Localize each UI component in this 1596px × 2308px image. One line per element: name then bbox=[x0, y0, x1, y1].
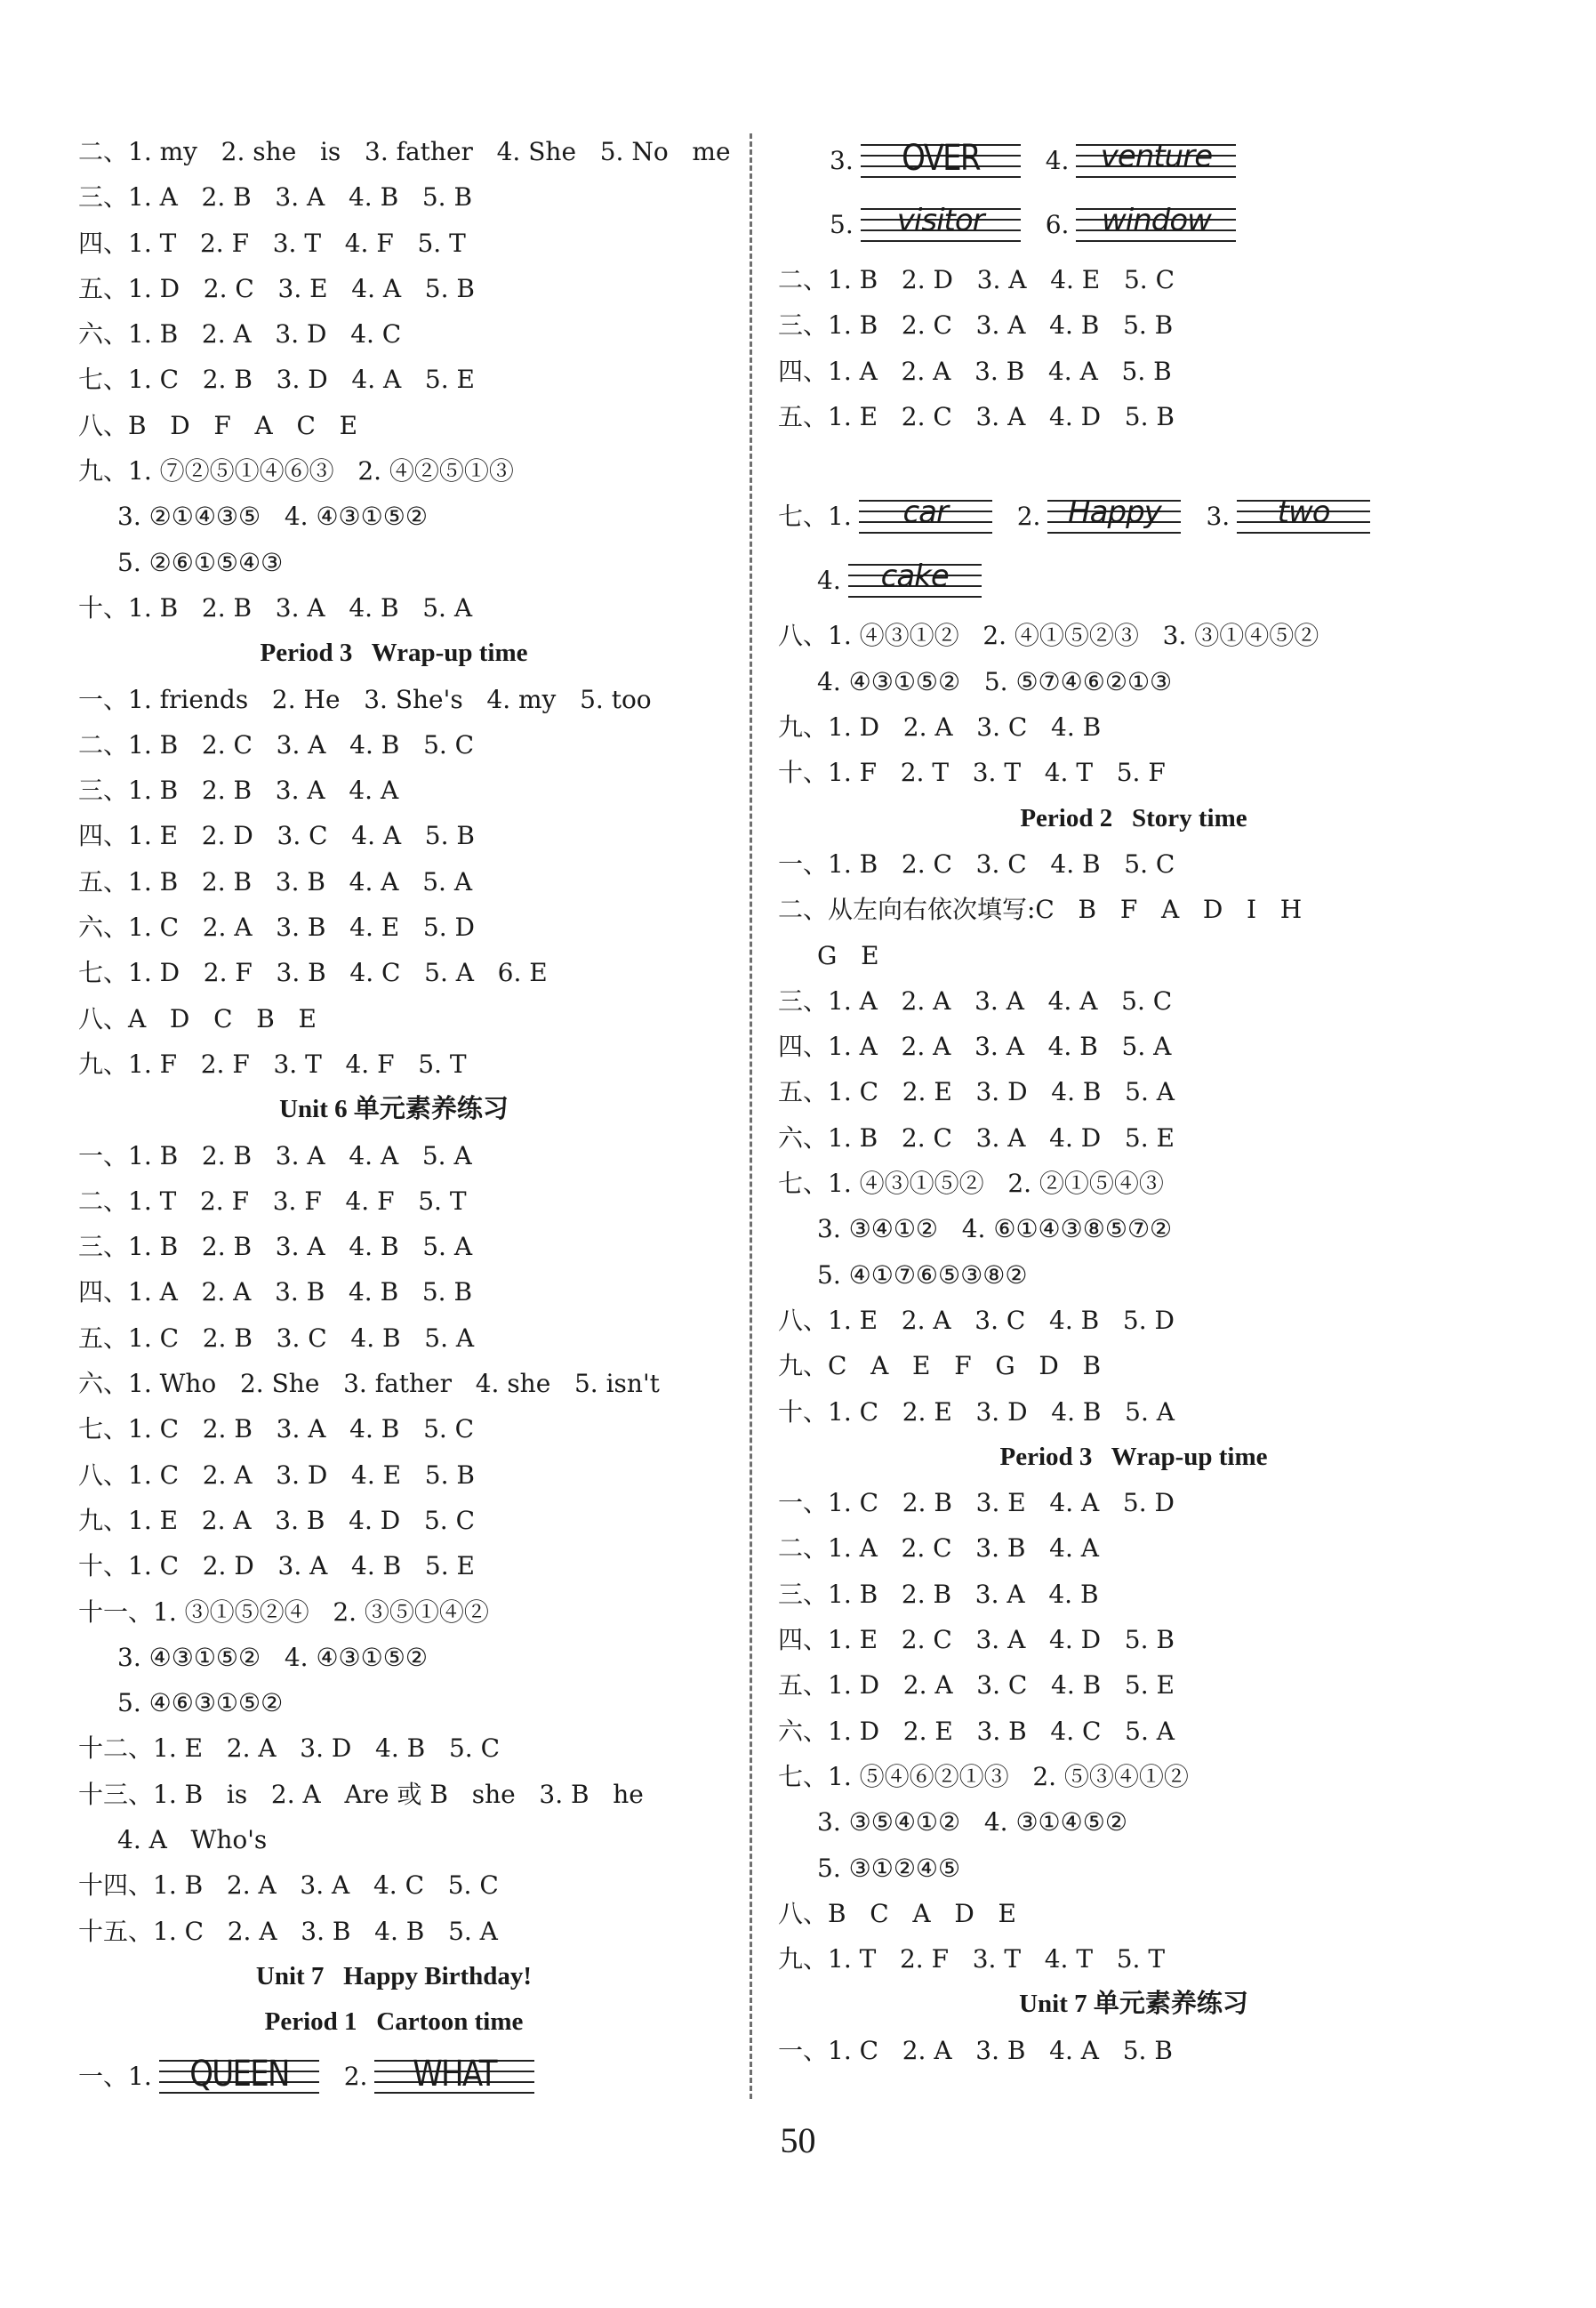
answer-line: 3. ②①④③⑤ 4. ④③①⑤② bbox=[117, 502, 428, 532]
answer-line: 八、B C A D E bbox=[778, 1898, 1016, 1928]
handwritten-word: WHAT bbox=[413, 2054, 497, 2095]
question-number: 4. bbox=[817, 566, 841, 596]
name-age-number-line bbox=[778, 439, 1516, 485]
handwritten-word: venture bbox=[1100, 139, 1213, 174]
answer-line: 五、1. B 2. B 3. B 4. A 5. A bbox=[78, 866, 473, 897]
question-number: 3. bbox=[1206, 502, 1231, 532]
four-line-grid bbox=[1076, 203, 1236, 242]
answer-line: 三、1. B 2. B 3. A 4. B 5. A bbox=[78, 1232, 473, 1262]
answer-line: 九、C A E F G D B bbox=[778, 1351, 1102, 1381]
answer-line: 二、1. my 2. she is 3. father 4. She 5. No me bbox=[78, 137, 731, 166]
answer-line: 十一、1. ③①⑤②④ 2. ③⑤①④② bbox=[78, 1596, 489, 1627]
answer-line: 三、1. B 2. C 3. A 4. B 5. B bbox=[778, 310, 1174, 341]
answer-line: 4. A Who's bbox=[117, 1824, 268, 1854]
handwritten-word: visitor bbox=[896, 203, 984, 238]
answer-line: 八、1. E 2. A 3. C 4. B 5. D bbox=[778, 1305, 1175, 1335]
answer-line: 4. ④③①⑤② 5. ⑤⑦④⑥②①③ bbox=[817, 666, 1173, 696]
answer-line: 四、1. A 2. A 3. A 4. B 5. A bbox=[778, 1032, 1172, 1062]
answer-line: 五、1. E 2. C 3. A 4. D 5. B bbox=[778, 401, 1175, 431]
answer-line: 三、1. B 2. B 3. A 4. B bbox=[778, 1579, 1099, 1609]
answer-line: 七、1. ⑤④⑥②①③ 2. ⑤③④①② bbox=[778, 1761, 1189, 1791]
answer-line: 六、1. C 2. A 3. B 4. E 5. D bbox=[78, 913, 475, 943]
answer-line: 二、1. B 2. D 3. A 4. E 5. C bbox=[778, 265, 1175, 294]
answer-line: 四、1. A 2. A 3. B 4. B 5. B bbox=[78, 1277, 473, 1307]
answer-line: 一、1. C 2. B 3. E 4. A 5. D bbox=[778, 1488, 1175, 1518]
answer-line: 十五、1. C 2. A 3. B 4. B 5. A bbox=[78, 1916, 498, 1946]
question-number: 2. bbox=[343, 2062, 368, 2092]
column-divider bbox=[750, 133, 752, 2099]
handwriting-line bbox=[778, 485, 1516, 549]
answer-line: 一、1. C 2. A 3. B 4. A 5. B bbox=[778, 2035, 1173, 2065]
answer-line: 四、1. E 2. D 3. C 4. A 5. B bbox=[78, 821, 475, 851]
handwritten-word: two bbox=[1277, 495, 1330, 531]
answer-line: 一、1. B 2. B 3. A 4. A 5. A bbox=[78, 1140, 472, 1170]
four-line-grid bbox=[159, 2054, 319, 2095]
answer-line: 三、1. A 2. B 3. A 4. B 5. B bbox=[78, 182, 473, 213]
answer-line: 五、1. C 2. E 3. D 4. B 5. A bbox=[778, 1077, 1175, 1107]
question-number: 2. bbox=[1016, 502, 1041, 532]
left-column bbox=[78, 129, 736, 2109]
handwriting-line bbox=[778, 129, 1516, 193]
answer-line: 十四、1. B 2. A 3. A 4. C 5. C bbox=[78, 1870, 499, 1901]
four-line-grid bbox=[374, 2054, 534, 2095]
four-line-grid bbox=[1076, 139, 1236, 178]
answer-line: 六、1. Who 2. She 3. father 4. she 5. isn't bbox=[78, 1369, 660, 1399]
answer-line: 五、1. C 2. B 3. C 4. B 5. A bbox=[78, 1323, 475, 1353]
answer-line: 二、1. A 2. C 3. B 4. A bbox=[778, 1533, 1100, 1564]
answer-line: 八、1. ④③①② 2. ④①⑤②③ 3. ③①④⑤② bbox=[778, 621, 1319, 651]
four-line-grid bbox=[1047, 495, 1181, 534]
four-line-grid bbox=[859, 495, 992, 534]
answer-line: 二、从左向右依次填写:C B F A D I H bbox=[778, 895, 1303, 925]
handwritten-word: Happy bbox=[1068, 495, 1161, 531]
handwritten-word: car bbox=[902, 495, 948, 531]
four-line-grid bbox=[1237, 495, 1370, 534]
answer-line: 九、1. D 2. A 3. C 4. B bbox=[778, 712, 1102, 743]
answer-line: 四、1. E 2. C 3. A 4. D 5. B bbox=[778, 1625, 1175, 1655]
section-heading: Period 2 Story time bbox=[1020, 803, 1247, 832]
answer-line: 四、1. A 2. A 3. B 4. A 5. B bbox=[778, 356, 1172, 386]
answer-line: 六、1. D 2. E 3. B 4. C 5. A bbox=[778, 1716, 1175, 1746]
answer-line: 七、1. D 2. F 3. B 4. C 5. A 6. E bbox=[78, 958, 548, 988]
answer-line: 八、1. C 2. A 3. D 4. E 5. B bbox=[78, 1460, 475, 1490]
four-line-grid bbox=[848, 559, 982, 598]
answer-line: 十、1. B 2. B 3. A 4. B 5. A bbox=[78, 592, 473, 623]
answer-line: 5. ④⑥③①⑤② bbox=[117, 1688, 284, 1718]
answer-line: 一、1. friends 2. He 3. She's 4. my 5. too bbox=[78, 684, 652, 714]
answer-line: 九、1. T 2. F 3. T 4. T 5. T bbox=[778, 1944, 1166, 1974]
answer-line: 二、1. T 2. F 3. F 4. F 5. T bbox=[78, 1186, 467, 1216]
answer-line: 一、1. B 2. C 3. C 4. B 5. C bbox=[778, 848, 1175, 879]
answer-line: 三、1. B 2. B 3. A 4. A bbox=[78, 776, 399, 806]
handwriting-line bbox=[778, 549, 1516, 613]
question-number: 3. bbox=[830, 146, 854, 175]
section-heading: Unit 7 单元素养练习 bbox=[1019, 1990, 1248, 2019]
handwriting-line bbox=[78, 2045, 736, 2109]
answer-line: 八、A D C B E bbox=[78, 1003, 317, 1033]
answer-line: 十二、1. E 2. A 3. D 4. B 5. C bbox=[78, 1733, 500, 1764]
answer-line: 六、1. B 2. A 3. D 4. C bbox=[78, 319, 402, 350]
answer-line: 十、1. C 2. E 3. D 4. B 5. A bbox=[778, 1396, 1175, 1427]
question-number: 6. bbox=[1045, 210, 1070, 239]
answer-line: 十、1. F 2. T 3. T 4. T 5. F bbox=[778, 758, 1166, 788]
section-heading: Unit 6 单元素养练习 bbox=[279, 1095, 509, 1124]
answer-line: 5. ②⑥①⑤④③ bbox=[117, 547, 284, 577]
answer-line: 十、1. C 2. D 3. A 4. B 5. E bbox=[78, 1551, 475, 1581]
answer-line: 五、1. D 2. C 3. E 4. A 5. B bbox=[78, 273, 475, 303]
answer-line: 3. ④③①⑤② 4. ④③①⑤② bbox=[117, 1642, 428, 1672]
section-heading: Period 1 Cartoon time bbox=[264, 2007, 524, 2037]
answer-line: 七、1. ④③①⑤② 2. ②①⑤④③ bbox=[778, 1169, 1164, 1199]
answer-line: G E bbox=[817, 940, 879, 970]
handwritten-word: cake bbox=[880, 559, 949, 595]
question-number: 5. bbox=[830, 210, 854, 239]
handwritten-word: window bbox=[1101, 203, 1211, 238]
answer-line: 3. ③⑤④①② 4. ③①④⑤② bbox=[817, 1807, 1127, 1838]
answer-line: 九、1. ⑦②⑤①④⑥③ 2. ④②⑤①③ bbox=[78, 456, 514, 487]
question-number: 4. bbox=[1045, 146, 1070, 175]
answer-line: 九、1. F 2. F 3. T 4. F 5. T bbox=[78, 1049, 467, 1079]
answer-line: 5. ④①⑦⑥⑤③⑧② bbox=[817, 1259, 1028, 1290]
section-heading: Period 3 Wrap-up time bbox=[999, 1442, 1268, 1471]
handwritten-word: QUEEN bbox=[188, 2054, 289, 2095]
answer-line: 3. ③④①② 4. ⑥①④③⑧⑤⑦② bbox=[817, 1214, 1173, 1244]
answer-line: 二、1. B 2. C 3. A 4. B 5. C bbox=[78, 729, 475, 760]
page-number: 50 bbox=[780, 2120, 816, 2160]
handwritten-word: OVER bbox=[901, 138, 980, 179]
answer-line: 七、1. C 2. B 3. A 4. B 5. C bbox=[78, 1414, 475, 1444]
answer-line: 三、1. A 2. A 3. A 4. A 5. C bbox=[778, 985, 1173, 1016]
right-column bbox=[778, 129, 1516, 2073]
section-heading: Period 3 Wrap-up time bbox=[260, 639, 528, 668]
answer-line: 六、1. B 2. C 3. A 4. D 5. E bbox=[778, 1122, 1175, 1153]
answer-line: 八、B D F A C E bbox=[78, 410, 358, 440]
four-line-grid bbox=[861, 203, 1021, 242]
answer-line: 九、1. E 2. A 3. B 4. D 5. C bbox=[78, 1505, 475, 1535]
answer-line: 四、1. T 2. F 3. T 4. F 5. T bbox=[78, 228, 466, 258]
question-prefix: 七、1. bbox=[778, 502, 852, 532]
four-line-grid bbox=[861, 138, 1021, 179]
section-heading: Unit 7 Happy Birthday! bbox=[255, 1961, 533, 1990]
question-prefix: 一、1. bbox=[78, 2062, 152, 2092]
answer-line: 七、1. C 2. B 3. D 4. A 5. E bbox=[78, 365, 475, 395]
handwriting-line bbox=[778, 193, 1516, 257]
answer-line: 五、1. D 2. A 3. C 4. B 5. E bbox=[778, 1670, 1175, 1701]
answer-line: 十三、1. B is 2. A Are 或 B she 3. B he bbox=[78, 1779, 644, 1809]
answer-line: 5. ③①②④⑤ bbox=[817, 1853, 961, 1883]
